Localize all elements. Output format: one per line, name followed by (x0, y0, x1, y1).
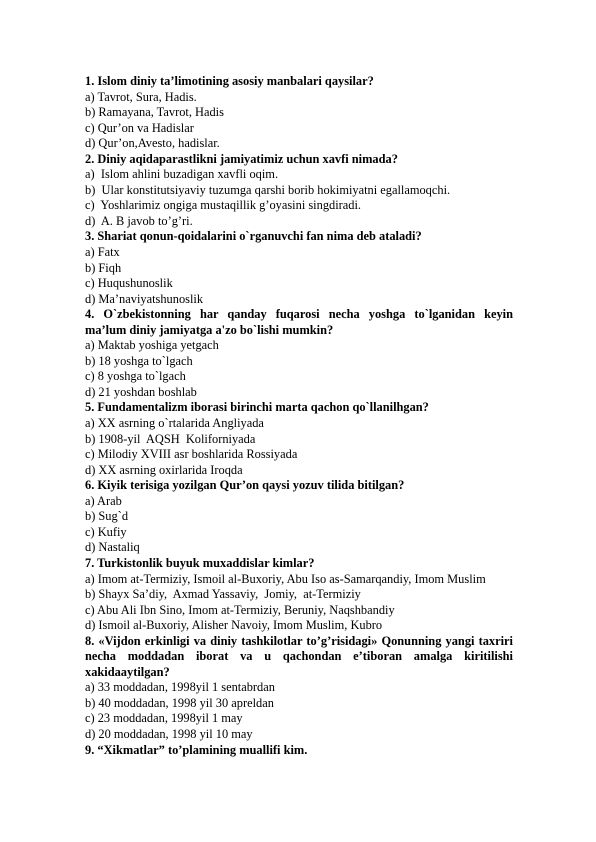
question-block (85, 74, 513, 152)
question-text: 5. Fundamentalizm iborasi birinchi marta qachon qo`llanilhgan? (85, 400, 429, 415)
answer-option: b) Sug`d (85, 509, 129, 524)
question-text: 4. O`zbekistonning har qanday fuqarosi necha yoshga to`lganidan keyin (85, 307, 513, 322)
answer-option: b) 18 yoshga to`lgach (85, 353, 193, 368)
answer-option: a) Islom ahlini buzadigan xavfli oqim. (85, 167, 279, 182)
answer-option: c) Huqushunoslik (85, 276, 173, 291)
answer-option: c) Abu Ali Ibn Sino, Imom at-Termiziy, Beruniy, Naqshbandiy (85, 602, 395, 617)
answer-option: a) Arab (85, 493, 122, 508)
question-text: 1. Islom diniy ta’limotining asosiy manbalari qaysilar? (85, 74, 374, 88)
answer-option: c) 23 moddadan, 1998yil 1 may (85, 711, 243, 726)
question-text: 7. Turkistonlik buyuk muxaddislar kimlar? (85, 555, 315, 570)
document-page (85, 74, 513, 758)
answer-option: a) Imom at-Termiziy, Ismoil al-Buxoriy, Abu Iso as-Samarqandiy, Imom Muslim (85, 571, 486, 586)
answer-option: a) 33 moddadan, 1998yil 1 sentabrdan (85, 680, 275, 695)
answer-option: c) Milodiy XVIII asr boshlarida Rossiyada (85, 447, 298, 462)
question-block (85, 400, 513, 478)
question-block (85, 478, 513, 556)
answer-option: b) Shayx Sa’diy, Axmad Yassaviy, Jomiy, at-Termiziy (85, 587, 361, 602)
question-text: 6. Kiyik terisiga yozilgan Qur’on qaysi yozuv tilida bitilgan? (85, 478, 405, 493)
question-text: 9. “Xikmatlar” to’plamining muallifi kim. (85, 742, 308, 757)
answer-option: d) Nastaliq (85, 540, 140, 555)
answer-option: d) 21 yoshdan boshlab (85, 384, 197, 399)
answer-option: d) Qur’on,Avesto, hadislar. (85, 136, 220, 151)
answer-option: b) Ramayana, Tavrot, Hadis (85, 105, 224, 120)
question-text: xakidaaytilgan? (85, 664, 170, 679)
question-text: 2. Diniy aqidaparastlikni jamiyatimiz uchun xavfi nimada? (85, 151, 398, 166)
answer-option: c) Kufiy (85, 524, 127, 539)
answer-option: b) 1908-yil AQSH Koliforniyada (85, 431, 256, 446)
question-block (85, 556, 513, 634)
answer-option: c) Yoshlarimiz ongiga mustaqillik g’oyasini singdiradi. (85, 198, 362, 213)
question-text: 8. «Vijdon erkinligi va diniy tashkilotlar to’g’risidagi» Qonunning yangi taxriri (85, 633, 513, 648)
answer-option: a) XX asrning o`rtalarida Angliyada (85, 416, 264, 431)
answer-option: a) Fatx (85, 245, 120, 260)
answer-option: c) Qur’on va Hadislar (85, 120, 194, 135)
answer-option: d) A. B javob to’g’ri. (85, 213, 193, 228)
question-text: 3. Shariat qonun-qoidalarini o`rganuvchi fan nima deb ataladi? (85, 229, 422, 244)
answer-option: a) Tavrot, Sura, Hadis. (85, 89, 197, 104)
answer-option: d) Ismoil al-Buxoriy, Alisher Navoiy, Imom Muslim, Kubro (85, 618, 383, 633)
answer-option: a) Maktab yoshiga yetgach (85, 338, 219, 353)
question-block (85, 307, 513, 400)
answer-option: d) XX asrning oxirlarida Iroqda (85, 462, 243, 477)
answer-option: b) Ular konstitutsiyaviy tuzumga qarshi borib hokimiyatni egallamoqchi. (85, 182, 451, 197)
answer-option: d) 20 moddadan, 1998 yil 10 may (85, 726, 253, 741)
answer-option: b) 40 moddadan, 1998 yil 30 apreldan (85, 695, 274, 710)
question-block (85, 152, 513, 230)
answer-option: b) Fiqh (85, 260, 122, 275)
question-block (85, 743, 513, 759)
answer-option: d) Ma’naviyatshunoslik (85, 291, 204, 306)
question-block (85, 229, 513, 307)
answer-option: c) 8 yoshga to`lgach (85, 369, 186, 384)
question-block (85, 634, 513, 743)
question-text: necha moddadan iborat va u qachondan e’tiboran amalga kiritilishi (85, 649, 513, 664)
question-text: ma’lum diniy jamiyatga a'zo bo`lishi mumkin? (85, 322, 334, 337)
